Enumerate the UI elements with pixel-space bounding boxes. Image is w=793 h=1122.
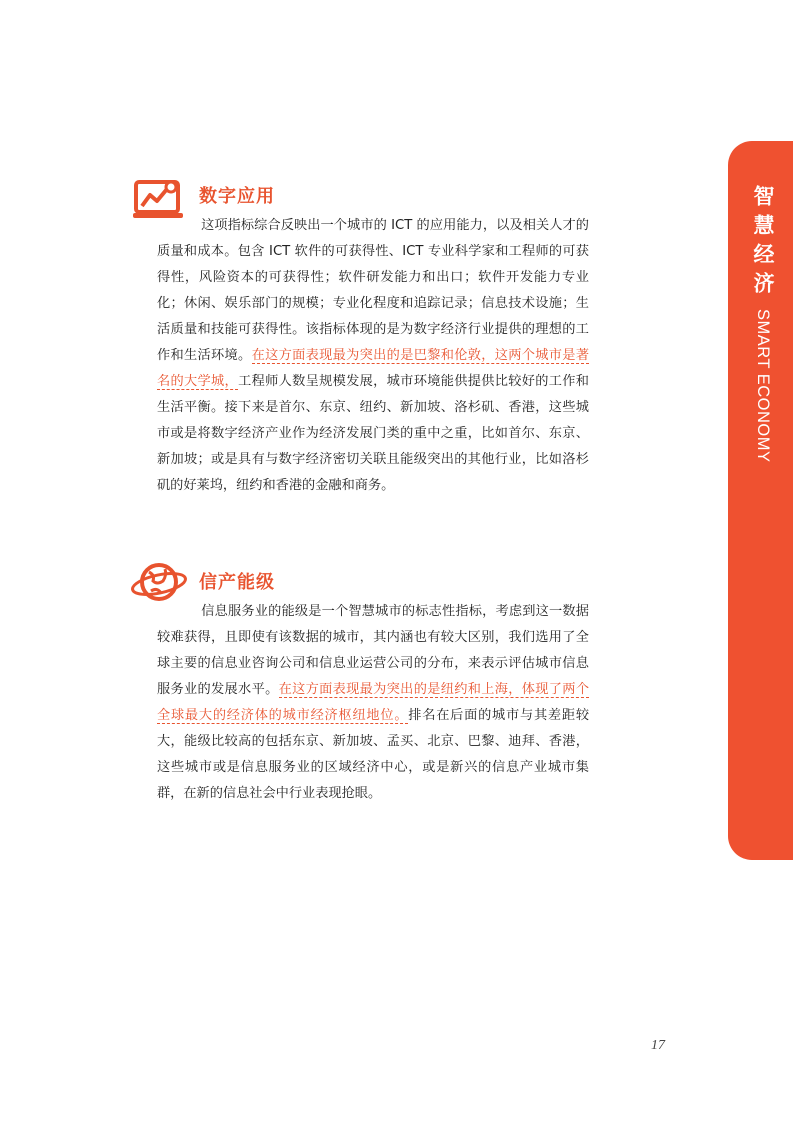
body-text: 这项指标综合反映出一个城市的 ICT 的应用能力，以及相关人才的质量和成本。包含 ICT 软件的可获得性、ICT 专业科学家和工程师的可获得性，风险资本的可获得性；软件研发能力和出口；软件开发能力专业化；休闲、娱乐部门的规模；专业化程度和追踪记录；信息技术设施；生活质量和技能可获得性。该指标体现的是为数字经济行业提供的理想的工作和生活环境。: [157, 218, 589, 363]
side-tab-text: [742, 185, 778, 463]
section-body: [157, 599, 589, 807]
highlight-text: 在这方面表现最为突出的是纽约和上海，体现了两个全球最大的经济体的城市经济枢纽地位。: [157, 682, 590, 723]
body-text: 信息服务业的能级是一个智慧城市的标志性指标，考虑到这一数据较难获得，且即使有该数据的城市，其内涵也有较大区别，我们选用了全球主要的信息业咨询公司和信息业运营公司的分布，来表示评估城市信息服务业的发展水平。: [157, 604, 589, 697]
side-tab-title-cn: 智慧经济: [751, 185, 775, 301]
body-text-cont: 排名在后面的城市与其差距较大，能级比较高的包括东京、新加坡、孟买、北京、巴黎、迪拜、香港，这些城市或是信息服务业的区域经济中心，或是新兴的信息产业城市集群，在新的信息社会中行业表现抢眼。: [157, 708, 590, 801]
section-body: [157, 213, 589, 499]
body-text-cont: 工程师人数呈规模发展，城市环境能供提供比较好的工作和生活平衡。接下来是首尔、东京、纽约、新加坡、洛杉矶、香港，这些城市或是将数字经济产业作为经济发展门类的重中之重，比如首尔、东京、新加坡；或是具有与数字经济密切关联且能级突出的其他行业，比如洛杉矶的好莱坞，纽约和香港的金融和商务。: [157, 374, 589, 493]
section-title: 数字应用: [199, 186, 275, 207]
side-tab-title-en: SMART ECONOMY: [754, 309, 772, 463]
page-number: 17: [651, 1038, 665, 1053]
highlight-text: 在这方面表现最为突出的是巴黎和伦敦，这两个城市是著名的大学城，: [157, 348, 590, 389]
side-chapter-tab: [728, 141, 793, 860]
section-title: 信产能级: [199, 572, 275, 593]
